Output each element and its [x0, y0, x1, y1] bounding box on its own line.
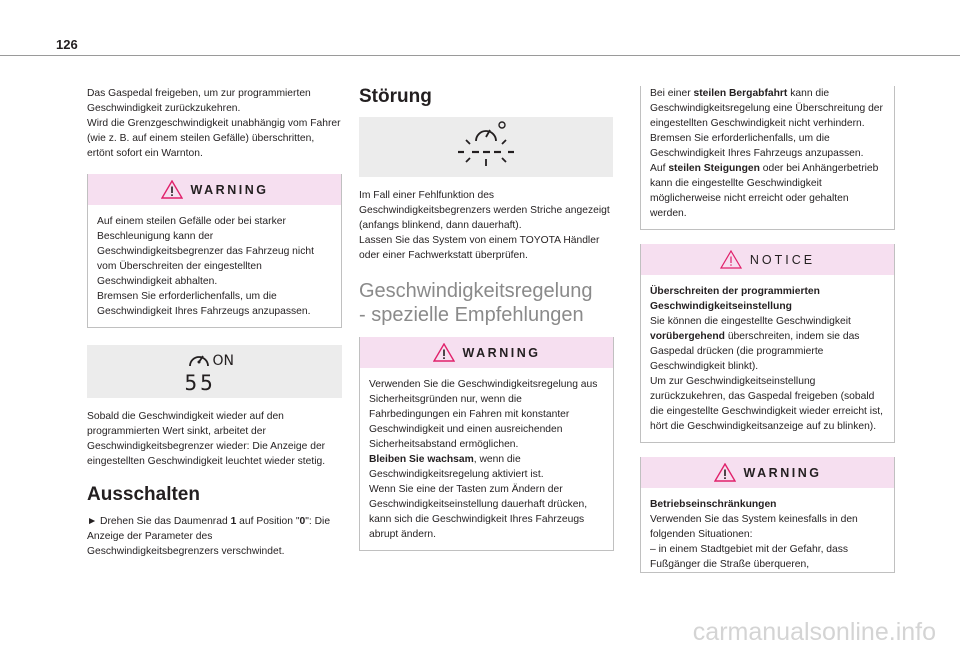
instruction-text: ► Drehen Sie das Daumenrad	[87, 516, 231, 527]
position-zero: 0	[299, 516, 306, 527]
warning-header	[360, 337, 613, 368]
warning-paragraph-3: Wenn Sie eine der Tasten zum Ändern der Geschwindigkeitseinstellung dauerhaft drücken, kann sich die Geschwindigkeit Ihres Fahrzeugs abrupt ändern.	[369, 484, 588, 540]
intro-paragraph-1: Das Gaspedal freigeben, um zur programmierten Geschwindigkeit zurückzukehren.	[87, 88, 311, 114]
text: kann die Geschwindigkeitsregelung eine Überschreitung der eingestellten Geschwindigkeit nicht verhindern. Bremsen Sie erforderlichenfalls, um die Geschwindigkeit Ihres Fahrzeugs anzupassen.	[650, 88, 883, 159]
continued-warning-box	[640, 86, 895, 230]
section-title	[359, 279, 614, 327]
temporarily-bold: vorübergehend	[650, 331, 725, 342]
restrictions-heading: Betriebseinschränkungen	[650, 499, 777, 510]
text: überschreiten, indem sie das Gaspedal drücken (die programmierte Geschwindigkeit blinkt).	[650, 331, 860, 372]
display-speed-value: 55	[184, 370, 216, 395]
heading-stoerung: Störung	[359, 86, 432, 107]
steep-descent-bold: steilen Bergabfahrt	[693, 88, 788, 99]
warning-text: , wenn die Geschwindigkeitsregelung aktiviert ist.	[369, 454, 544, 480]
text: Sie können die eingestellte Geschwindigkeit	[650, 316, 851, 327]
text: Bei einer	[650, 88, 694, 99]
column-1	[87, 86, 342, 559]
fault-paragraph-2: Lassen Sie das System von einem TOYOTA Händler oder einer Fachwerkstatt überprüfen.	[359, 235, 600, 261]
fault-display-illustration	[359, 117, 613, 177]
limiter-display-illustration	[87, 345, 342, 398]
warning-line-2: Bremsen Sie erforderlichenfalls, um die Geschwindigkeit Ihres Fahrzeugs anzupassen.	[97, 291, 311, 317]
notice-box	[640, 244, 895, 443]
text: Auf	[650, 163, 669, 174]
notice-header	[641, 244, 894, 275]
notice-triangle-icon	[720, 250, 742, 269]
notice-title: NOTICE	[749, 252, 816, 267]
restrictions-intro: Verwenden Sie das System keinesfalls in den folgenden Situationen:	[650, 514, 858, 540]
restrictions-item-1: – in einem Stadtgebiet mit der Gefahr, dass Fußgänger die Straße überqueren,	[650, 544, 849, 570]
warning-header	[88, 174, 341, 205]
fault-paragraph-1: Im Fall einer Fehlfunktion des Geschwindigkeitsbegrenzers werden Striche angezeigt (anfangs blinkend, dann dauerhaft).	[359, 190, 610, 231]
warning-triangle-icon	[161, 180, 183, 199]
notice-heading: Überschreiten der programmierten Geschwindigkeitseinstellung	[650, 286, 820, 312]
speedometer-icon	[187, 350, 211, 370]
footer-watermark: carmanualsonline.info	[692, 618, 936, 646]
heading-ausschalten: Ausschalten	[87, 484, 200, 505]
column-3	[640, 86, 895, 573]
warning-box-speed-limiter	[87, 174, 342, 328]
intro-paragraph-2: Wird die Grenzgeschwindigkeit unabhängig vom Fahrer (wie z. B. auf einem steilen Gefälle) überschritten, ertönt sofort ein Warnton.	[87, 118, 341, 159]
section-title-line-2: - spezielle Empfehlungen	[359, 304, 584, 326]
steep-incline-bold: steilen Steigungen	[668, 163, 760, 174]
warning-paragraph-1: Verwenden Sie die Geschwindigkeitsregelung aus Sicherheitsgründen nur, wenn die Fahrbedingungen ein Fahren mit konstanter Geschwindigkeit und einen ausreichenden Sicherheitsabstand ermöglichen.	[369, 379, 598, 450]
display-on-label: ON	[212, 352, 234, 369]
instruction-text: auf Position "	[236, 516, 300, 527]
text: oder bei Anhängerbetrieb kann die eingestellte Geschwindigkeit möglicherweise nicht erreicht oder gehalten werden.	[650, 163, 879, 219]
thumbwheel-number: 1	[230, 516, 237, 527]
warning-title: WARNING	[743, 465, 822, 480]
warning-triangle-icon	[714, 463, 736, 482]
warning-line-1: Auf einem steilen Gefälle oder bei starker Beschleunigung kann der Geschwindigkeitsbegrenzer das Fahrzeug nicht vom Überschreiten der eingestellten Geschwindigkeit abhalten.	[97, 216, 314, 287]
instruction-text: ": Die Anzeige der Parameter des Geschwindigkeitsbegrenzers verschwindet.	[87, 516, 331, 557]
section-title-line-1: Geschwindigkeitsregelung	[359, 280, 593, 302]
warning-box-cruise-control	[359, 337, 614, 551]
warning-title: WARNING	[190, 182, 269, 197]
notice-paragraph-2: Um zur Geschwindigkeitseinstellung zurückzukehren, das Gaspedal freigeben (sobald die eingestellte Geschwindigkeit wieder erreicht ist, hört die Geschwindigkeitsanzeige auf zu blinken).	[650, 376, 883, 432]
continued-paragraph-1	[650, 86, 885, 161]
column-2	[359, 86, 614, 551]
stay-alert-bold: Bleiben Sie wachsam	[369, 454, 474, 465]
resume-paragraph: Sobald die Geschwindigkeit wieder auf den programmierten Wert sinkt, arbeitet der Geschwindigkeitsbegrenzer wieder: Die Anzeige der eingestellten Geschwindigkeit leuchtet wieder stetig.	[87, 411, 326, 467]
header-rule	[0, 55, 960, 56]
warning-header	[641, 457, 894, 488]
warning-triangle-icon	[433, 343, 455, 362]
warning-box-restrictions	[640, 457, 895, 573]
speedometer-icon	[446, 119, 526, 175]
page-number: 126	[56, 37, 78, 52]
warning-paragraph-2	[369, 452, 604, 482]
warning-title: WARNING	[462, 345, 541, 360]
continued-paragraph-2	[650, 161, 885, 221]
switch-off-instruction	[87, 514, 342, 559]
notice-paragraph-1	[650, 314, 885, 374]
